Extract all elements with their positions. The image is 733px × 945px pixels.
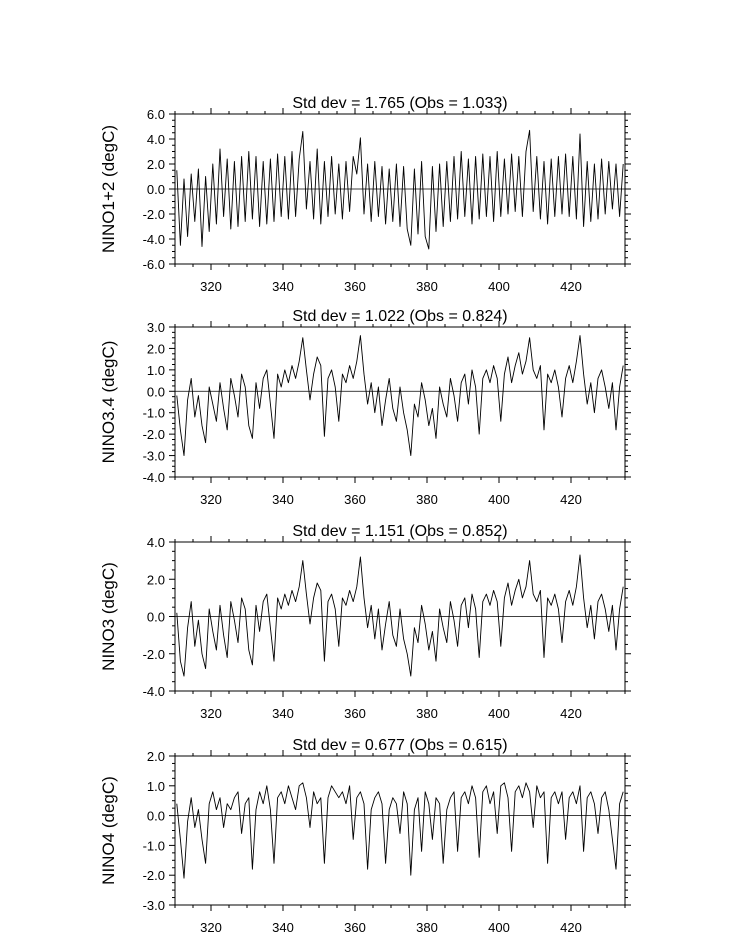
chart-title: Std dev = 1.022 (Obs = 0.824) <box>292 308 508 325</box>
y-tick-label: 6.0 <box>146 107 165 122</box>
y-tick-label: -2.0 <box>142 646 165 662</box>
y-axis-label: NINO1+2 (degC) <box>99 124 118 254</box>
y-tick-label: 2.0 <box>146 341 165 357</box>
y-tick-label: 0.0 <box>146 182 165 197</box>
x-tick-label: 400 <box>488 706 510 721</box>
x-tick-label: 400 <box>488 920 510 935</box>
y-tick-label: 2.0 <box>146 572 165 588</box>
series-line-1 <box>177 130 623 249</box>
x-tick-label: 420 <box>560 706 582 721</box>
y-tick-label: -6.0 <box>142 257 165 272</box>
y-tick-label: -2.0 <box>142 868 165 884</box>
series-line-1 <box>177 336 623 456</box>
x-tick-label: 400 <box>488 279 510 294</box>
chart-panel-1 <box>99 95 631 294</box>
y-tick-label: -3.0 <box>142 898 165 913</box>
y-axis-label: NINO3 (degC) <box>99 562 118 671</box>
chart-title: Std dev = 1.151 (Obs = 0.852) <box>292 523 508 540</box>
y-tick-label: -4.0 <box>142 470 165 485</box>
x-tick-label: 420 <box>560 492 582 507</box>
y-tick-label: -3.0 <box>142 448 165 464</box>
y-tick-label: 1.0 <box>146 362 165 378</box>
x-tick-label: 360 <box>344 706 366 721</box>
x-tick-label: 340 <box>272 492 294 507</box>
y-tick-label: 0.0 <box>146 609 165 625</box>
y-axis-label: NINO3.4 (degC) <box>99 340 118 464</box>
chart-title: Std dev = 1.765 (Obs = 1.033) <box>292 95 508 112</box>
y-tick-label: -2.0 <box>142 427 165 443</box>
x-tick-label: 340 <box>272 920 294 935</box>
x-tick-label: 320 <box>200 920 222 935</box>
x-tick-label: 380 <box>416 706 438 721</box>
y-tick-label: -1.0 <box>142 838 165 854</box>
plot-frame <box>175 327 625 477</box>
chart-title: Std dev = 0.677 (Obs = 0.615) <box>292 737 508 754</box>
y-tick-label: -1.0 <box>142 405 165 421</box>
y-tick-label: 4.0 <box>146 535 165 550</box>
y-tick-label: 0.0 <box>146 808 165 824</box>
y-tick-label: 1.0 <box>146 778 165 794</box>
x-tick-label: 360 <box>344 279 366 294</box>
chart-panel-3 <box>99 523 631 721</box>
x-tick-label: 320 <box>200 706 222 721</box>
x-tick-label: 400 <box>488 492 510 507</box>
x-tick-label: 320 <box>200 492 222 507</box>
y-tick-label: -4.0 <box>142 684 165 699</box>
chart-panel-2 <box>99 308 631 507</box>
x-tick-label: 420 <box>560 920 582 935</box>
y-tick-label: -4.0 <box>142 232 165 247</box>
y-tick-label: 2.0 <box>146 157 165 172</box>
y-tick-label: 2.0 <box>146 749 165 764</box>
x-tick-label: 380 <box>416 279 438 294</box>
x-tick-label: 340 <box>272 279 294 294</box>
chart-panel-4 <box>99 737 631 935</box>
y-tick-label: 4.0 <box>146 132 165 147</box>
series-line-1 <box>177 555 623 676</box>
x-tick-label: 320 <box>200 279 222 294</box>
y-tick-label: 3.0 <box>146 320 165 335</box>
x-tick-label: 360 <box>344 492 366 507</box>
x-tick-label: 360 <box>344 920 366 935</box>
y-tick-label: 0.0 <box>146 384 165 400</box>
series-line-1 <box>177 783 623 878</box>
x-tick-label: 380 <box>416 920 438 935</box>
y-tick-label: -2.0 <box>142 207 165 222</box>
y-axis-label: NINO4 (degC) <box>99 776 118 885</box>
x-tick-label: 340 <box>272 706 294 721</box>
x-tick-label: 380 <box>416 492 438 507</box>
x-tick-label: 420 <box>560 279 582 294</box>
